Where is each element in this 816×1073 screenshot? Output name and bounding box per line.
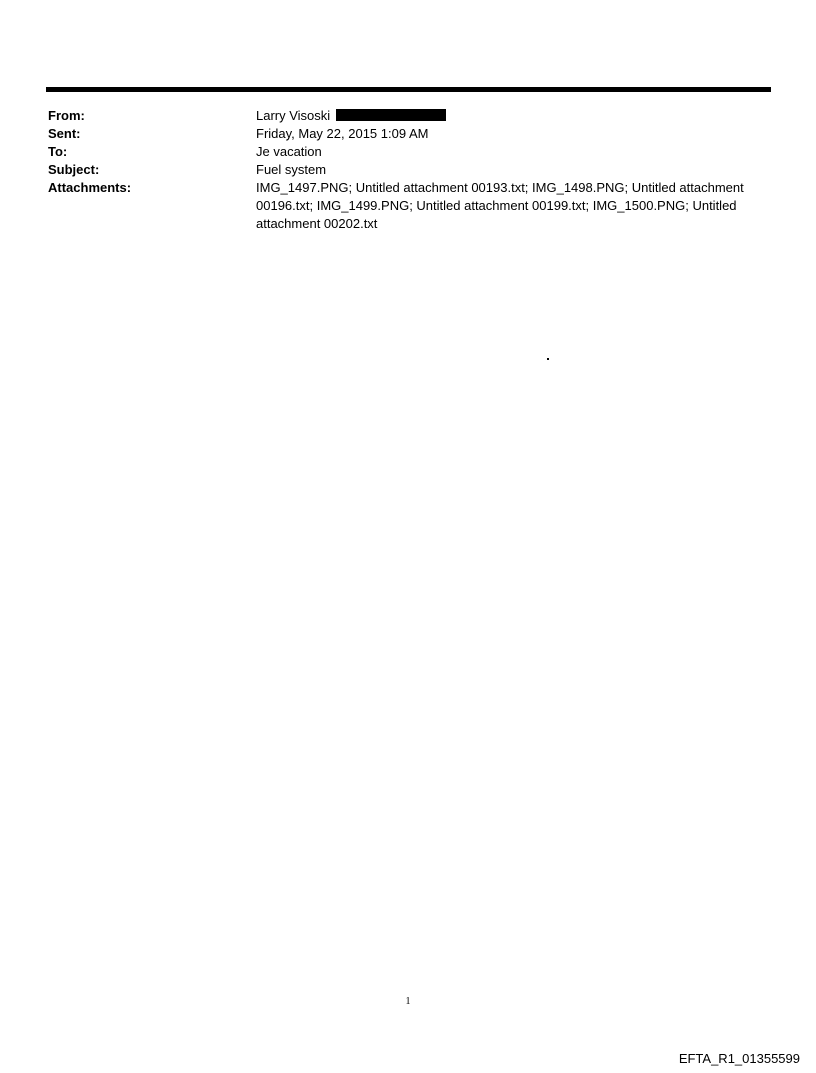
header-divider [46,87,771,92]
from-row [48,107,764,125]
email-header [48,107,764,233]
sent-label: Sent: [48,126,81,141]
to-value: Je vacation [256,144,322,159]
from-value: Larry Visoski [256,108,331,123]
page-number: 1 [405,996,411,1007]
attachments-row [48,179,764,233]
from-value-container [256,107,764,125]
sent-value: Friday, May 22, 2015 1:09 AM [256,126,429,141]
sent-row [48,125,764,143]
subject-value: Fuel system [256,162,327,177]
from-label: From: [48,108,85,123]
subject-label: Subject: [48,162,100,177]
to-label: To: [48,144,68,159]
attachments-value: IMG_1497.PNG; Untitled attachment 00193.txt; IMG_1498.PNG; Untitled attachment 00196.txt; IMG_1499.PNG; Untitled attachment 00199.txt; IMG_1500.PNG; Untitled attachment 00202.txt [256,180,744,231]
subject-row [48,161,764,179]
redacted-email-address [336,109,446,121]
bates-number: EFTA_R1_01355599 [678,1051,800,1066]
to-row [48,143,764,161]
attachments-label: Attachments: [48,180,132,195]
stray-mark [547,358,549,360]
